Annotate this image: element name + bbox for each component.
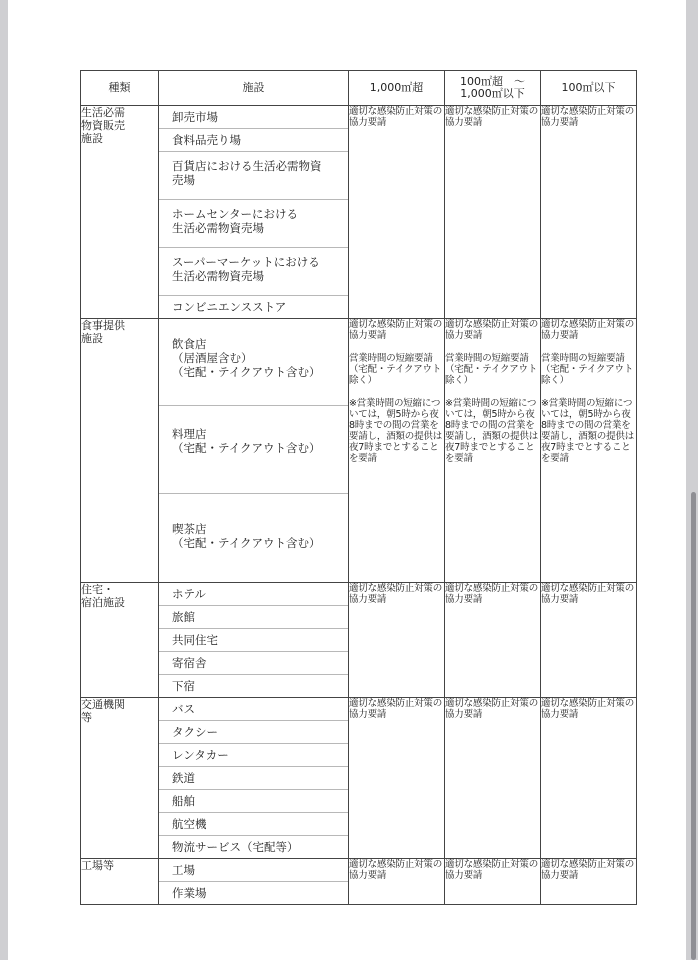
request-lodging-mid: 適切な感染防止対策の協力要請 (445, 583, 541, 698)
list-item: 工場 (159, 859, 348, 882)
request-factories-mid: 適切な感染防止対策の協力要請 (445, 859, 541, 905)
list-item: スーパーマーケットにおける 生活必需物資売場 (159, 248, 348, 296)
list-item: 卸売市場 (159, 106, 348, 129)
request-daily-goods-small: 適切な感染防止対策の協力要請 (541, 106, 637, 319)
list-item: バス (159, 698, 348, 721)
list-item: 料理店 （宅配・テイクアウト含む） (159, 406, 348, 494)
category-factories: 工場等 (81, 859, 159, 905)
document-page (8, 0, 686, 960)
category-daily-goods: 生活必需 物資販売 施設 (81, 106, 159, 319)
facilities-food-service (159, 319, 349, 583)
row-daily-goods (81, 106, 637, 319)
header-size-mid: 100㎡超 ～ 1,000㎡以下 (445, 71, 541, 106)
request-transport-large: 適切な感染防止対策の協力要請 (349, 698, 445, 859)
request-lodging-small: 適切な感染防止対策の協力要請 (541, 583, 637, 698)
list-item: 百貨店における生活必需物資 売場 (159, 152, 348, 200)
list-item: タクシー (159, 721, 348, 744)
list-item: 物流サービス（宅配等） (172, 840, 299, 854)
list-item: 船舶 (159, 790, 348, 813)
facilities-daily-goods (159, 106, 349, 319)
header-row (81, 71, 637, 106)
request-lodging-large: 適切な感染防止対策の協力要請 (349, 583, 445, 698)
header-category: 種類 (81, 71, 159, 106)
request-transport-small: 適切な感染防止対策の協力要請 (541, 698, 637, 859)
category-food-service: 食事提供 施設 (81, 319, 159, 583)
list-item: 旅館 (159, 606, 348, 629)
list-item: レンタカー (159, 744, 348, 767)
facilities-lodging (159, 583, 349, 698)
request-factories-large: 適切な感染防止対策の協力要請 (349, 859, 445, 905)
list-item: 作業場 (172, 886, 207, 900)
list-item: 飲食店 （居酒屋含む） （宅配・テイクアウト含む） (159, 319, 348, 406)
list-item: 喫茶店 （宅配・テイクアウト含む） (172, 522, 321, 550)
request-food-service-mid: 適切な感染防止対策の協力要請 営業時間の短縮要請（宅配・テイクアウト除く） ※営業時間の短縮については，朝5時から夜8時までの間の営業を要請し，酒類の提供は夜7時までとすることを要請 (445, 319, 541, 583)
facilities-factories (159, 859, 349, 905)
list-item: ホームセンターにおける 生活必需物資売場 (159, 200, 348, 248)
header-size-small: 100㎡以下 (541, 71, 637, 106)
request-daily-goods-large: 適切な感染防止対策の協力要請 (349, 106, 445, 319)
row-transport (81, 698, 637, 859)
facilities-transport (159, 698, 349, 859)
request-food-service-large: 適切な感染防止対策の協力要請 営業時間の短縮要請（宅配・テイクアウト除く） ※営業時間の短縮については，朝5時から夜8時までの間の営業を要請し，酒類の提供は夜7時までとすることを要請 (349, 319, 445, 583)
measures-table (80, 70, 637, 905)
list-item: 食料品売り場 (159, 129, 348, 152)
list-item: ホテル (159, 583, 348, 606)
request-daily-goods-mid: 適切な感染防止対策の協力要請 (445, 106, 541, 319)
header-size-large: 1,000㎡超 (349, 71, 445, 106)
request-factories-small: 適切な感染防止対策の協力要請 (541, 859, 637, 905)
request-transport-mid: 適切な感染防止対策の協力要請 (445, 698, 541, 859)
list-item: 共同住宅 (159, 629, 348, 652)
row-factories (81, 859, 637, 905)
scrollbar-thumb[interactable] (691, 492, 696, 960)
list-item: コンビニエンスストア (172, 300, 287, 314)
row-lodging (81, 583, 637, 698)
list-item: 鉄道 (159, 767, 348, 790)
category-transport: 交通機関 等 (81, 698, 159, 859)
list-item: 航空機 (159, 813, 348, 836)
category-lodging: 住宅・ 宿泊施設 (81, 583, 159, 698)
list-item: 下宿 (172, 679, 195, 693)
header-facility: 施設 (159, 71, 349, 106)
request-food-service-small: 適切な感染防止対策の協力要請 営業時間の短縮要請（宅配・テイクアウト除く） ※営業時間の短縮については，朝5時から夜8時までの間の営業を要請し，酒類の提供は夜7時までとすることを要請 (541, 319, 637, 583)
row-food-service (81, 319, 637, 583)
list-item: 寄宿舎 (159, 652, 348, 675)
